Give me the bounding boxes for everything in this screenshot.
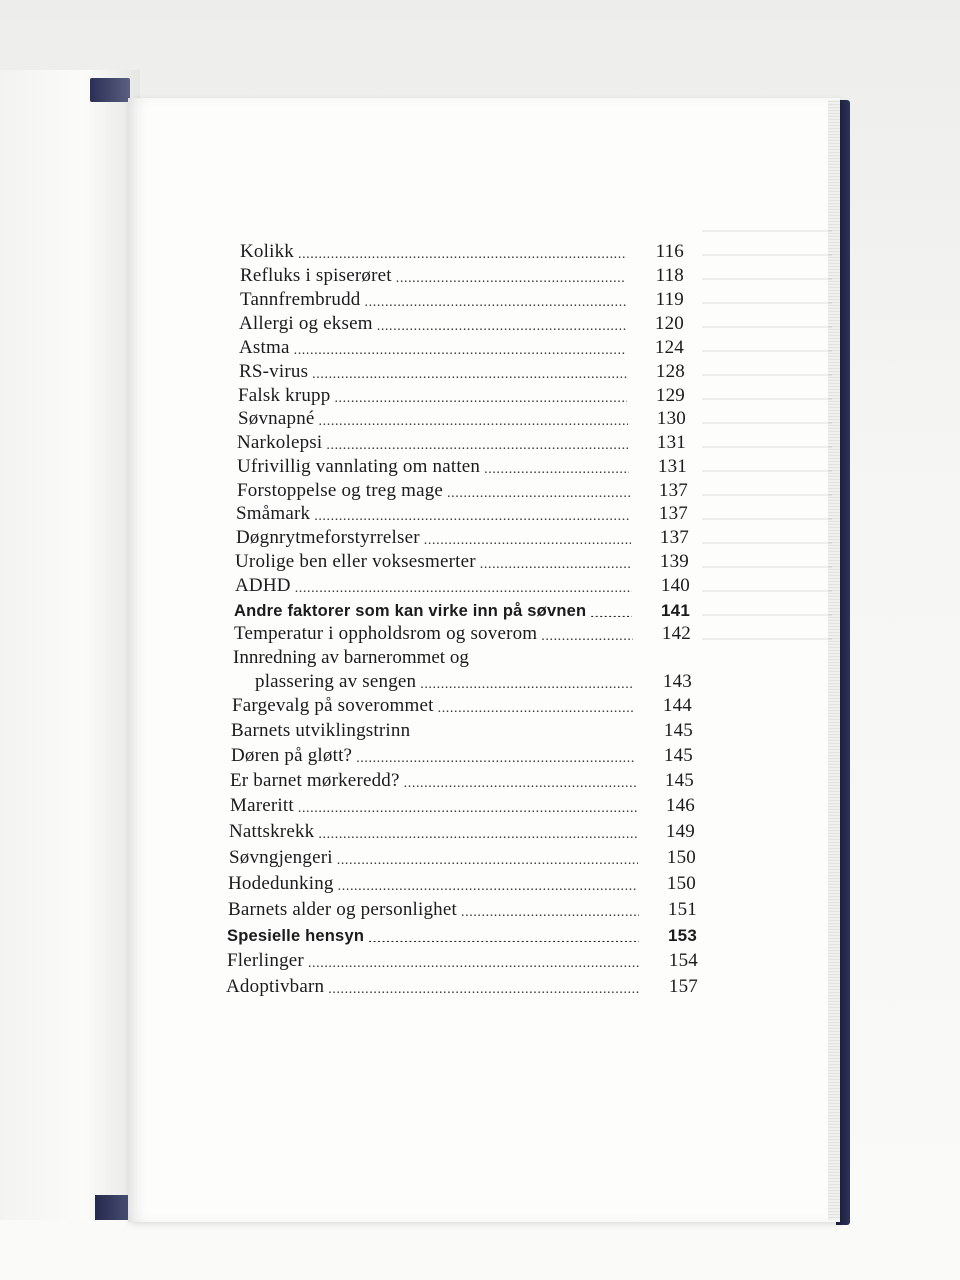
toc-entry xyxy=(236,523,689,549)
toc-entry-title: Ufrivillig vannlating om natten xyxy=(237,456,481,477)
toc-leader-dots xyxy=(541,621,633,641)
toc-entry-title: Døren på gløtt? xyxy=(231,745,353,766)
toc-entry-title: Døgnrytmeforstyrrelser xyxy=(236,527,420,548)
toc-entry xyxy=(231,716,693,742)
toc-entry-title: Barnets utviklingstrinn xyxy=(231,720,411,741)
toc-entry-title: Søvngjengeri xyxy=(229,847,333,868)
toc-entry-title: Astma xyxy=(239,337,290,358)
toc-entry xyxy=(236,499,688,525)
toc-leader-dots xyxy=(334,383,627,403)
toc-entry-page: 131 xyxy=(657,456,687,477)
toc-entry xyxy=(231,741,693,767)
toc-leader-dots xyxy=(338,871,638,891)
toc-entry-page: 118 xyxy=(655,265,684,286)
toc-entry xyxy=(239,357,685,383)
toc-leader-dots xyxy=(318,819,637,839)
toc-entry xyxy=(235,571,690,597)
toc-leader-dots xyxy=(484,454,629,474)
toc-leader-dots xyxy=(420,669,634,689)
toc-entry xyxy=(240,285,684,311)
toc-entry-title: Spesielle hensyn xyxy=(227,927,365,945)
toc-entry xyxy=(240,261,684,287)
toc-leader-dots xyxy=(396,263,626,283)
toc-leader-dots xyxy=(356,743,635,763)
toc-entry-title: Falsk krupp xyxy=(238,385,331,406)
toc-entry-title: Nattskrekk xyxy=(229,821,315,842)
toc-entry-title: Søvnapné xyxy=(238,408,315,429)
toc-leader-dots xyxy=(298,793,637,813)
toc-entry-page: 146 xyxy=(665,795,695,816)
toc-entry-title: Fargevalg på soverommet xyxy=(232,695,434,716)
toc-leader-dots xyxy=(480,549,631,569)
toc-entry-title: Flerlinger xyxy=(227,950,304,971)
toc-entry-page: 143 xyxy=(662,671,692,692)
toc-entry xyxy=(230,766,694,792)
toc-entry-page: 120 xyxy=(654,313,684,334)
toc-leader-dots xyxy=(368,922,639,942)
toc-entry xyxy=(232,691,692,717)
toc-entry xyxy=(240,237,684,263)
toc-entry xyxy=(235,547,689,573)
toc-entry xyxy=(228,869,696,895)
toc-entry-page: 142 xyxy=(661,623,691,644)
toc-entry xyxy=(229,843,696,869)
toc-entry-title: Barnets alder og personlighet xyxy=(228,899,457,920)
toc-entry xyxy=(239,309,684,335)
toc-section-heading xyxy=(227,920,697,946)
toc-entry xyxy=(237,428,686,454)
toc-entry-title: Refluks i spiserøret xyxy=(240,265,392,286)
toc-entry-page: 144 xyxy=(662,695,692,716)
toc-entry xyxy=(239,333,684,359)
toc-entry-page: 139 xyxy=(659,551,689,572)
toc-entry-page: 145 xyxy=(663,745,693,766)
toc-entry-page: 130 xyxy=(656,408,686,429)
toc-entry-title: Kolikk xyxy=(240,241,294,262)
toc-entry-title: Hodedunking xyxy=(228,873,334,894)
toc-entry-page: 119 xyxy=(655,289,684,310)
toc-leader-dots xyxy=(326,430,628,450)
toc-leader-dots xyxy=(438,693,634,713)
toc-entry-page: 137 xyxy=(659,527,689,548)
toc-entry-title: Narkolepsi xyxy=(237,432,323,453)
toc-entry xyxy=(234,619,691,645)
toc-entry-title: Er barnet mørkeredd? xyxy=(230,770,400,791)
toc-section-heading xyxy=(234,595,690,621)
toc-entry-title: Tannfrembrudd xyxy=(240,289,361,310)
toc-leader-dots xyxy=(590,597,632,617)
toc-entry-page: 140 xyxy=(660,575,690,596)
toc-leader-dots xyxy=(294,335,626,355)
toc-leader-dots xyxy=(298,239,626,259)
toc-entry-title: Temperatur i oppholdsrom og soverom xyxy=(234,623,538,644)
toc-entry-page: 157 xyxy=(668,976,698,997)
toc-entry xyxy=(237,452,687,478)
toc-entry-title: Småmark xyxy=(236,503,311,524)
toc-leader-dots xyxy=(461,897,639,917)
toc-entry xyxy=(238,404,686,430)
toc-leader-dots xyxy=(377,311,626,331)
toc-entry-title: ADHD xyxy=(235,575,291,596)
toc-entry-title: Allergi og eksem xyxy=(239,313,373,334)
toc-entry-title: Urolige ben eller voksesmerter xyxy=(235,551,476,572)
toc-leader-dots xyxy=(337,845,638,865)
toc-entry xyxy=(228,895,697,921)
toc-entry-page: 141 xyxy=(661,601,690,620)
toc-entry-page: 131 xyxy=(656,432,686,453)
toc-entry-page: 145 xyxy=(663,720,693,741)
toc-leader-dots xyxy=(424,525,631,545)
toc-entry-title: Andre faktorer som kan virke inn på søvnen xyxy=(234,602,587,620)
toc-entry-page: 145 xyxy=(664,770,694,791)
toc-leader-dots xyxy=(314,501,630,521)
toc-entry xyxy=(227,946,698,972)
toc-leader-dots xyxy=(328,974,640,994)
toc-entry-page: 151 xyxy=(667,899,697,920)
toc-entry xyxy=(233,667,692,693)
toc-leader-dots xyxy=(319,406,628,426)
toc-entry-page: 129 xyxy=(655,385,685,406)
toc-leader-dots xyxy=(447,478,630,498)
toc-entry xyxy=(229,817,695,843)
toc-entry-page: 149 xyxy=(665,821,695,842)
toc-entry-title: plassering av sengen xyxy=(255,671,417,692)
toc-entry-page: 137 xyxy=(658,480,688,501)
toc-entry-page: 124 xyxy=(654,337,684,358)
toc-entry-title: Adoptivbarn xyxy=(226,976,325,997)
toc-leader-dots xyxy=(404,768,636,788)
toc-leader-dots xyxy=(365,287,626,307)
toc-entry-page: 150 xyxy=(666,873,696,894)
toc-entry xyxy=(226,972,698,998)
toc-entry-first-line xyxy=(233,643,469,669)
toc-leader-dots xyxy=(312,359,627,379)
toc-entry-title: Innredning av barnerommet og xyxy=(233,647,469,668)
toc-entry-page: 137 xyxy=(658,503,688,524)
toc-entry-page: 154 xyxy=(668,950,698,971)
toc-entry-title: Forstoppelse og treg mage xyxy=(237,480,444,501)
toc-entry-page: 153 xyxy=(668,926,697,945)
toc-entry-title: Mareritt xyxy=(230,795,294,816)
toc-entry-page: 116 xyxy=(655,241,684,262)
toc-entry-page: 150 xyxy=(666,847,696,868)
toc-entry-title: RS-virus xyxy=(239,361,309,382)
toc-leader-dots xyxy=(308,948,640,968)
toc-leader-dots xyxy=(295,573,632,593)
toc-entry xyxy=(230,791,695,817)
toc-entry-page: 128 xyxy=(655,361,685,382)
